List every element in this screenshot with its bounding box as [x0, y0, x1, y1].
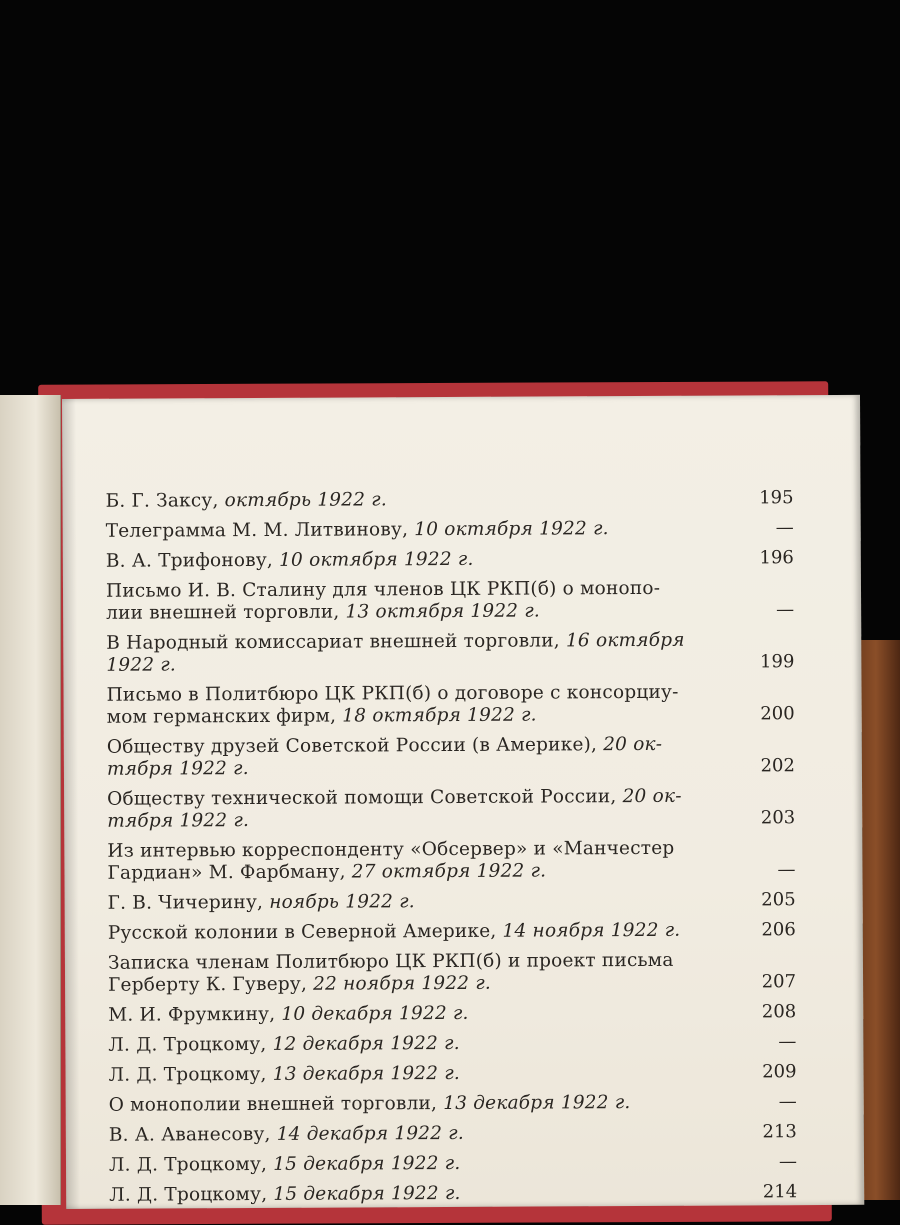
toc-entry: [108, 1061, 797, 1086]
toc-entry: [108, 1121, 797, 1146]
toc-entry-text: [109, 1152, 689, 1177]
toc-entry-text: [109, 1182, 689, 1207]
toc-entry-page-number: 213: [762, 1121, 797, 1143]
toc-entry-title: О монополии внешней торговли,: [108, 1093, 444, 1116]
toc-entry-page-number: —: [777, 859, 796, 881]
toc-entry-text: [108, 890, 688, 915]
toc-entry-date: октябрь 1922 г.: [224, 489, 387, 512]
toc-entry-page-number: 205: [761, 889, 796, 911]
toc-entry-page-number: 203: [760, 807, 796, 829]
toc-entry-page-number: 209: [762, 1061, 797, 1083]
toc-entry-title: Телеграмма М. М. Литвинову,: [105, 519, 415, 542]
toc-entry-date: 13 октября 1922 г.: [345, 600, 541, 623]
toc-entry-date: 13 декабря 1922 г.: [443, 1092, 631, 1115]
toc-entry: [107, 889, 796, 914]
toc-entry-date: 22 ноября 1922 г.: [313, 972, 492, 995]
toc-entry-title: Русской колонии в Северной Америке,: [107, 920, 503, 944]
toc-entry: [107, 919, 796, 944]
toc-entry-title: Письмо И. В. Сталину для членов ЦК РКП(б) о монопо- лии внешней торговли,: [105, 577, 661, 624]
toc-entry-page-number: —: [775, 517, 794, 539]
toc-entry-title: М. И. Фрумкину,: [108, 1003, 282, 1026]
toc-entry: [109, 1181, 798, 1206]
book-page: [62, 395, 864, 1209]
page-gutter-shadow: [62, 399, 80, 1209]
toc-entry-date: 18 октября 1922 г.: [342, 704, 537, 727]
toc-entry-page-number: 195: [759, 487, 794, 509]
toc-entry-text: [108, 1002, 688, 1027]
toc-entry-date: 12 декабря 1922 г.: [272, 1032, 460, 1055]
toc-entry-title: Из интервью корреспонденту «Обсервер» и «Манчестер Гардиан» М. Фарбману,: [107, 837, 675, 884]
toc-entry-title: Обществу друзей Советской России (в Америке),: [106, 734, 604, 758]
toc-entry-title: Записка членам Политбюро ЦК РКП(б) и проект письма Герберту К. Гуверу,: [107, 949, 674, 996]
toc-entry-date: 15 декабря 1922 г.: [273, 1152, 461, 1175]
toc-entry-date: 13 декабря 1922 г.: [272, 1062, 460, 1085]
toc-entry-page-number: —: [778, 1091, 797, 1113]
toc-entry: [108, 1031, 797, 1056]
toc-entry-date: 20 ок- тября 1922 г.: [106, 733, 663, 780]
toc-entry: [105, 577, 795, 624]
toc-entry-text: [109, 1092, 689, 1117]
toc-entry-page-number: 214: [762, 1181, 798, 1203]
toc-entry-page-number: 207: [761, 971, 797, 993]
toc-entry-date: 10 октября 1922 г.: [278, 548, 474, 571]
toc-entry-title: Б. Г. Заксу,: [105, 490, 225, 512]
toc-entry-date: 16 октября 1922 г.: [106, 629, 685, 676]
toc-entry-title: Л. Д. Троцкому,: [108, 1063, 273, 1086]
toc-entry-date: 14 ноября 1922 г.: [502, 919, 681, 942]
toc-entry-text: [107, 786, 687, 833]
toc-entry: [106, 681, 795, 728]
toc-entry-page-number: 199: [759, 651, 795, 673]
table-of-contents: [105, 487, 798, 1214]
toc-entry-date: ноябрь 1922 г.: [269, 891, 415, 913]
toc-entry-text: [106, 518, 686, 543]
toc-entry-text: [108, 950, 688, 997]
toc-entry-title: В Народный комиссариат внешней торговли,: [106, 630, 566, 654]
toc-entry-page-number: 202: [760, 755, 795, 777]
toc-entry-date: 14 декабря 1922 г.: [276, 1122, 464, 1145]
toc-entry-title: В. А. Трифонову,: [105, 549, 280, 572]
toc-entry-text: [108, 920, 688, 945]
toc-entry-title: Л. Д. Троцкому,: [108, 1033, 273, 1056]
toc-entry-text: [106, 548, 686, 573]
toc-entry-page-number: —: [776, 599, 795, 621]
toc-entry-page-number: 200: [760, 703, 795, 725]
toc-entry-text: [106, 682, 686, 729]
toc-entry-text: [106, 578, 686, 625]
toc-entry-date: 15 декабря 1922 г.: [273, 1182, 461, 1205]
toc-entry-text: [108, 1032, 688, 1057]
toc-entry-text: [108, 1062, 688, 1087]
toc-entry: [105, 517, 794, 542]
toc-entry-title: Письмо в Политбюро ЦК РКП(б) о договоре с консорциу- мом германских фирм,: [106, 681, 679, 728]
toc-entry-page-number: —: [778, 1031, 797, 1053]
toc-entry: [107, 837, 796, 884]
toc-entry-date: 10 декабря 1922 г.: [281, 1002, 469, 1025]
toc-entry-page-number: 196: [759, 547, 794, 569]
toc-entry-text: [107, 734, 687, 781]
toc-entry-date: 27 октября 1922 г.: [351, 860, 547, 883]
toc-entry: [107, 949, 797, 996]
toc-entry: [108, 1001, 797, 1026]
toc-entry-page-number: 208: [761, 1001, 797, 1023]
toc-entry: [106, 629, 795, 676]
toc-entry-page-number: 206: [761, 919, 796, 941]
toc-entry-title: В. А. Аванесову,: [108, 1123, 277, 1146]
toc-entry-date: 10 октября 1922 г.: [414, 518, 609, 541]
toc-entry-date: 20 ок- тября 1922 г.: [107, 785, 682, 832]
toc-entry-title: Обществу технической помощи Советской России,: [107, 786, 623, 810]
toc-entry: [105, 487, 794, 512]
toc-entry: [105, 547, 794, 572]
toc-entry-text: [105, 488, 685, 513]
toc-entry-text: [107, 838, 687, 885]
toc-entry: [107, 785, 796, 832]
toc-entry-text: [109, 1122, 689, 1147]
toc-entry-page-number: —: [778, 1151, 798, 1173]
toc-entry-text: [106, 630, 686, 677]
toc-entry-title: Л. Д. Троцкому,: [108, 1153, 274, 1176]
left-page-edge: [0, 395, 61, 1205]
toc-entry: [106, 733, 795, 780]
toc-entry: [108, 1151, 798, 1176]
toc-entry-title: Г. В. Чичерину,: [107, 891, 270, 914]
toc-entry-title: Л. Д. Троцкому,: [109, 1183, 274, 1206]
toc-entry: [108, 1091, 797, 1116]
